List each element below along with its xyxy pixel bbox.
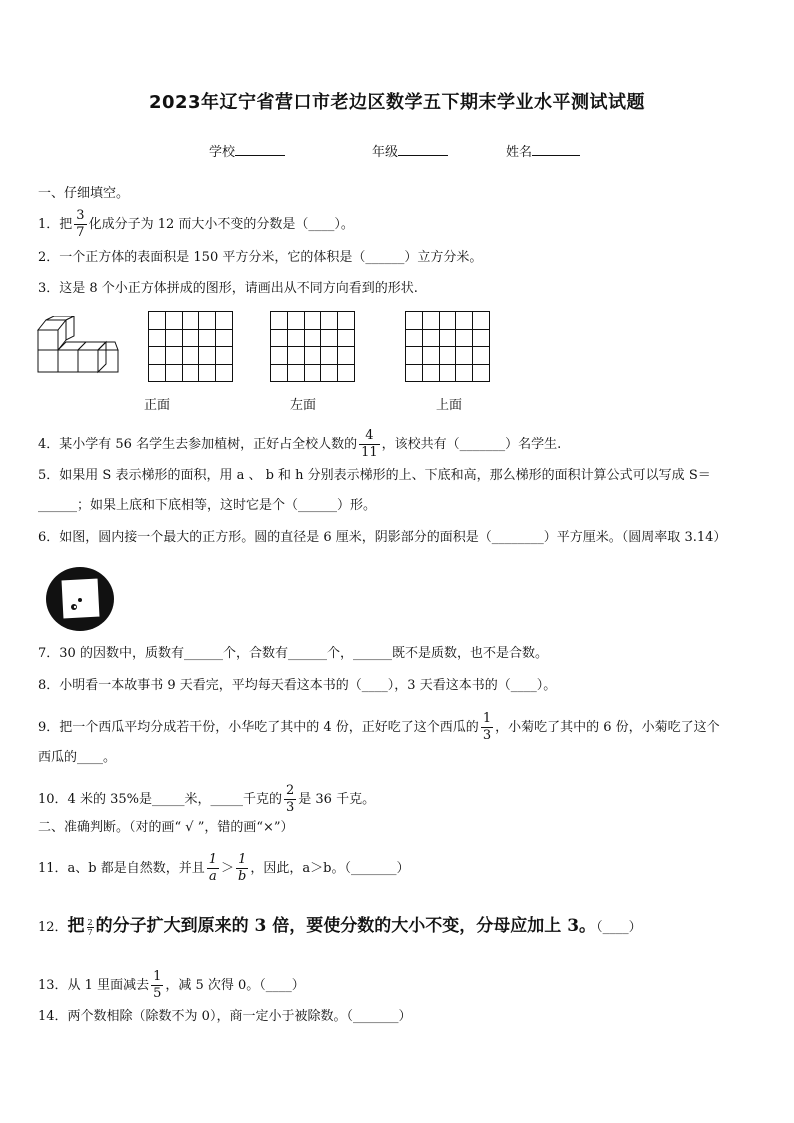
name-blank[interactable]	[532, 143, 580, 156]
q4-num: 4	[365, 428, 374, 443]
q11-fraction-1	[207, 852, 219, 885]
question-13	[38, 969, 305, 1002]
q4-post: ，该校共有（_______）名学生.	[381, 437, 562, 452]
question-7: 7．30 的因数中，质数有______个，合数有______个，______既不是质数，也不是合数。	[38, 646, 548, 661]
q10-num: 2	[285, 783, 295, 798]
q9-den: 3	[482, 728, 492, 743]
q10-den: 3	[285, 800, 295, 815]
question-1	[38, 208, 354, 241]
q9-post: ，小菊吃了其中的 6 份，小菊吃了这个	[495, 720, 720, 735]
q11-den-2: b	[238, 869, 247, 884]
q13-num: 1	[153, 969, 162, 984]
school-blank[interactable]	[235, 143, 285, 156]
q11-post: ，因此，a＞b。（_______）	[250, 861, 410, 876]
q12-den: 7	[87, 928, 93, 937]
question-3: 3．这是 8 个小正方体拼成的图形，请画出从不同方向看到的形状.	[38, 281, 418, 296]
name-field	[506, 141, 580, 160]
question-9-line-2: 西瓜的____。	[38, 750, 117, 765]
q12-num: 2	[87, 918, 93, 927]
question-5-line-2: ______；如果上底和下底相等，这时它是个（______）形。	[38, 498, 377, 513]
question-5-line-1: 5．如果用 S 表示梯形的面积，用 a 、 b 和 h 分别表示梯形的上、下底和高，那么梯形的面积计算公式可以写成 S＝	[38, 468, 711, 483]
q13-post: ，减 5 次得 0。（____）	[165, 978, 305, 993]
grade-label: 年级	[372, 145, 399, 160]
q12-main: 把	[67, 916, 85, 936]
q1-den: 7	[76, 225, 85, 240]
q11-den-1: a	[209, 869, 217, 884]
q10-pre: 10．4 米的 35%是_____米，_____千克的	[38, 792, 282, 807]
grid-left[interactable]	[270, 311, 355, 382]
question-8: 8．小明看一本故事书 9 天看完，平均每天看这本书的（____），3 天看这本书的（____）。	[38, 678, 557, 693]
question-14: 14．两个数相除（除数不为 0），商一定小于被除数。（_______）	[38, 1009, 412, 1024]
q11-op: ＞	[221, 861, 235, 876]
question-11	[38, 852, 409, 885]
q1-num: 3	[76, 208, 85, 223]
cube-figure	[37, 316, 119, 374]
section-1-heading: 一、仔细填空。	[38, 186, 130, 201]
q4-fraction	[359, 428, 380, 461]
q9-pre: 9．把一个西瓜平均分成若干份，小华吃了其中的 4 份，正好吃了这个西瓜的	[38, 720, 479, 735]
q12-pre: 12．	[38, 920, 68, 935]
page-title: 2023年辽宁省营口市老边区数学五下期末学业水平测试试题	[148, 92, 646, 113]
grade-field	[372, 141, 448, 160]
circle-square-figure	[44, 566, 116, 632]
question-6: 6．如图，圆内接一个最大的正方形。圆的直径是 6 厘米，阴影部分的面积是（________）平方厘米。（圆周率取 3.14）	[38, 530, 727, 545]
q11-pre: 11．a、b 都是自然数，并且	[38, 861, 205, 876]
q13-pre: 13．从 1 里面减去	[38, 978, 150, 993]
question-9	[38, 711, 720, 744]
q12-tail: （____）	[596, 920, 642, 935]
q10-post: 是 36 千克。	[298, 792, 376, 807]
q1-post: 化成分子为 12 而大小不变的分数是（____）。	[88, 217, 354, 232]
label-left: 左面	[290, 398, 317, 413]
school-label: 学校	[209, 145, 236, 160]
question-10	[38, 783, 375, 816]
question-12	[38, 914, 642, 940]
section-2-heading: 二、准确判断。（对的画“ √ ”，错的画“×”）	[38, 820, 294, 835]
q12-fraction	[87, 918, 94, 937]
grid-front[interactable]	[148, 311, 233, 382]
q13-den: 5	[153, 986, 162, 1001]
school-field	[209, 141, 285, 160]
q11-num-2: 1	[238, 852, 247, 867]
grid-top[interactable]	[405, 311, 490, 382]
q1-pre: 1．把	[38, 217, 73, 232]
q4-den: 11	[361, 445, 378, 460]
q9-num: 1	[482, 711, 492, 726]
q10-fraction	[284, 783, 296, 816]
q11-num-1: 1	[208, 852, 218, 867]
q4-pre: 4．某小学有 56 名学生去参加植树，正好占全校人数的	[38, 437, 358, 452]
q12-post: 的分子扩大到原来的 3 倍，要使分数的大小不变，分母应加上 3。	[95, 916, 597, 936]
label-front: 正面	[144, 398, 171, 413]
question-2: 2．一个正方体的表面积是 150 平方分米，它的体积是（______）立方分米。	[38, 250, 483, 265]
name-label: 姓名	[506, 145, 533, 160]
q11-fraction-2	[236, 852, 248, 885]
label-top: 上面	[436, 398, 463, 413]
q13-fraction	[151, 969, 163, 1002]
grade-blank[interactable]	[398, 143, 448, 156]
q9-fraction	[481, 711, 493, 744]
question-4	[38, 428, 561, 461]
q1-fraction	[74, 208, 86, 241]
